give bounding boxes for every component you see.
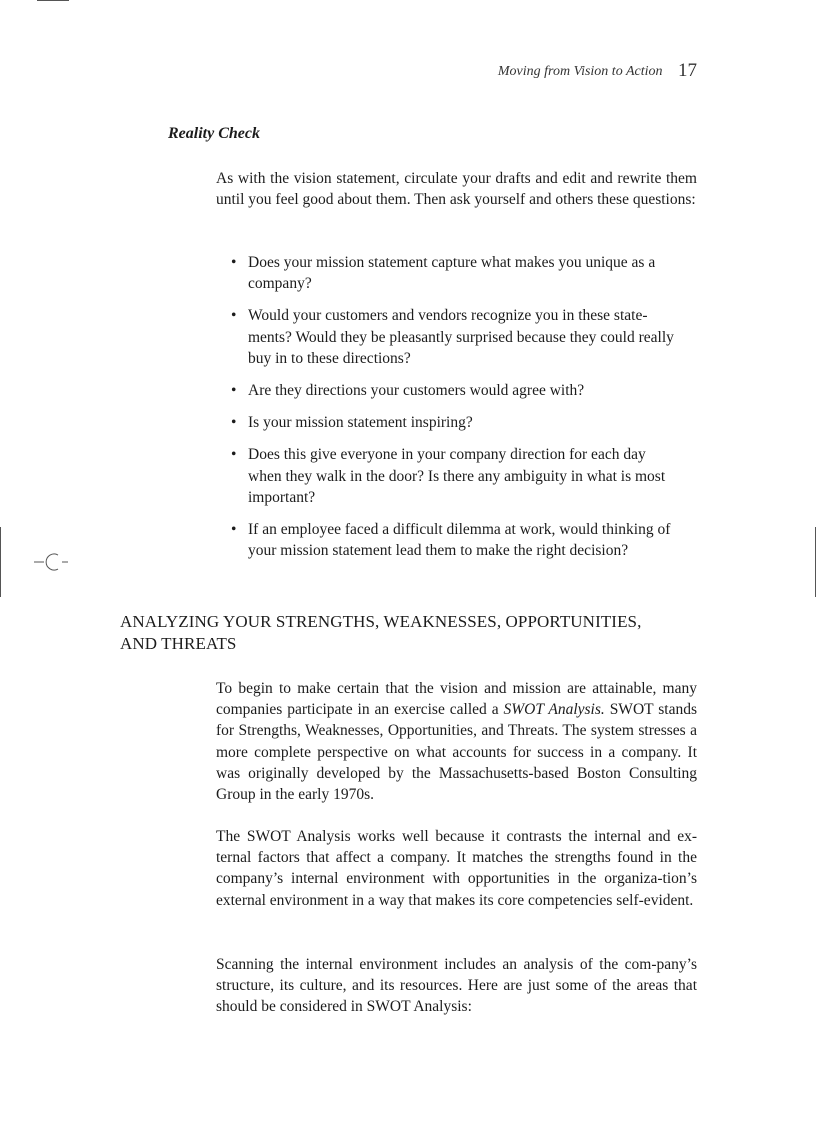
running-header — [498, 60, 697, 82]
section-heading — [120, 611, 680, 655]
swot-paragraph-1 — [216, 678, 697, 805]
swot-paragraph-3: Scanning the internal environment includes an analysis of the com-pany’s structure, its culture, and its resources. Here are just some of the areas that should be considered in SWOT Analysis: — [216, 956, 697, 1016]
swot-paragraph-1-lead: To begin to make certain that the vision and mission are attainable, many companies participate in an exercise called a — [216, 680, 697, 719]
question-list — [230, 252, 682, 572]
page-number: 17 — [678, 60, 697, 81]
list-item: • Is your mission statement inspiring? — [230, 412, 682, 433]
crop-mark-left — [0, 527, 1, 597]
reality-check-intro: As with the vision statement, circulate your drafts and edit and rewrite them until you feel good about them. Then ask yourself and others these questions: — [216, 170, 697, 209]
list-item: • Does this give everyone in your company direction for each day when they walk in the door? Is there any ambiguity in what is most important? — [230, 444, 682, 508]
swot-analysis-term: SWOT Analysis. — [503, 701, 605, 719]
list-item: • If an employee faced a difficult dilemma at work, would thinking of your mission statement lead them to make the right decision? — [230, 519, 682, 561]
section-heading-line-2: AND THREATS — [120, 634, 237, 653]
swot-paragraph-1-rest: SWOT stands for Strengths, Weaknesses, Opportunities, and Threats. The system stresses a more complete perspective on what accounts for success in a company. It was originally developed by the Massachusetts-based Boston Consulting Group in the early 1970s. — [216, 701, 697, 804]
list-item: • Does your mission statement capture what makes you unique as a company? — [230, 252, 682, 294]
list-item: • Would your customers and vendors recognize you in these state-ments? Would they be pleasantly surprised because they could really buy in to these directions? — [230, 305, 682, 369]
registration-mark-icon — [32, 552, 72, 572]
section-heading-line-1: ANALYZING YOUR STRENGTHS, WEAKNESSES, OPPORTUNITIES, — [120, 612, 642, 631]
subsection-heading: Reality Check — [168, 125, 260, 142]
swot-paragraph-2: The SWOT Analysis works well because it contrasts the internal and ex-ternal factors that affect a company. It matches the strengths found in the company’s internal environment with opportunities in the organiza-tion’s external environment in a way that makes its core competencies self-evident. — [216, 828, 697, 909]
crop-mark-top — [37, 0, 69, 1]
running-title: Moving from Vision to Action — [497, 64, 663, 79]
list-item: • Are they directions your customers would agree with? — [230, 380, 682, 401]
